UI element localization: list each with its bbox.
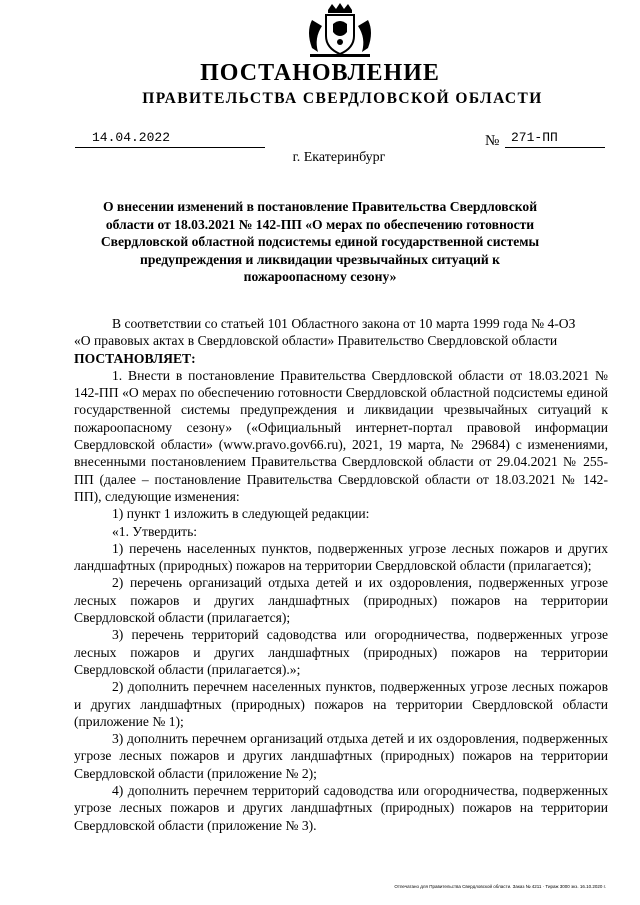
paragraph-3: «1. Утвердить: [112,523,198,539]
paragraph-9: 4) дополнить перечнем территорий садоводства или огородничества, подверженных угрозе лесных пожаров и других ландшафтных (природных) пожаров на территории Свердловской области (приложение № 3). [74,783,608,833]
number-label: № [485,133,500,149]
issuing-authority: ПРАВИТЕЛЬСТВА СВЕРДЛОВСКОЙ ОБЛАСТИ [142,90,543,107]
coat-of-arms-icon [300,2,380,60]
preamble: В соответствии со статьей 101 Областного закона от 10 марта 1999 года № 4-ОЗ [112,316,576,331]
paragraph-7: 2) дополнить перечнем населенных пунктов, подверженных угрозе лесных пожаров и других ландшафтных (природных) пожаров на территории Свердловской области (приложение № 1); [74,679,608,729]
print-note: Отпечатано для Правительства Свердловской области. Заказ № 4211 · Тираж 3000 экз. 16.10.2020 г. [394,884,606,889]
document-date: 14.04.2022 [92,130,171,145]
paragraph-8: 3) дополнить перечнем организаций отдыха детей и их оздоровления, подверженных угрозе лесных пожаров и других ландшафтных (природных) пожаров на территории Свердловской области (приложение № 2); [74,731,608,781]
city: г. Екатеринбург [292,150,386,165]
paragraph-4: 1) перечень населенных пунктов, подверженных угрозе лесных пожаров и других ландшафтных (природных) пожаров на территории Свердловской области (прилагается); [74,540,608,574]
document-type: ПОСТАНОВЛЕНИЕ [200,60,440,86]
document-number: 271-ПП [511,130,558,145]
paragraph-5: 2) перечень организаций отдыха детей и их оздоровления, подверженных угрозе лесных пожаров и других ландшафтных (природных) пожаров на территории Свердловской области (прилагается); [74,575,608,626]
document-body [74,315,608,834]
date-underline [75,147,265,148]
paragraph-2: 1) пункт 1 изложить в следующей редакции: [112,506,370,522]
date-number-row [75,130,605,152]
paragraph-6: 3) перечень территорий садоводства или огородничества, подверженных угрозе лесных пожаров и других ландшафтных (природных) пожаров на территории Свердловской области (прилагается).»; [74,627,608,677]
resolves-heading: ПОСТАНОВЛЯЕТ: [74,350,196,366]
number-underline [505,147,605,148]
document-title: О внесении изменений в постановление Правительства Свердловской области от 18.03.2021 № 142-ПП «О мерах по обеспечению готовности Свердловской областной подсистемы единой государственной системы предупреждения и ликвидации чрезвычайных ситуаций к пожароопасному сезону» [100,199,540,284]
preamble-continuation: «О правовых актах в Свердловской области» Правительство Свердловской области [74,333,558,349]
paragraph-1: 1. Внести в постановление Правительства Свердловской области от 18.03.2021 № 142-ПП «О мерах по обеспечению готовности Свердловской областной подсистемы единой государственной системы предупреждения и ликвидации чрезвычайных ситуаций к пожароопасному сезону» («Официальный интернет-портал правовой информации Свердловской области» (www.pravo.gov66.ru), 2021, 19 марта, № 29684) с изменениями, внесенными постановлением Правительства Свердловской области от 29.04.2021 № 255-ПП (далее – постановление Правительства Свердловской области от 18.03.2021 № 142-ПП), следующие изменения: [74,367,608,504]
